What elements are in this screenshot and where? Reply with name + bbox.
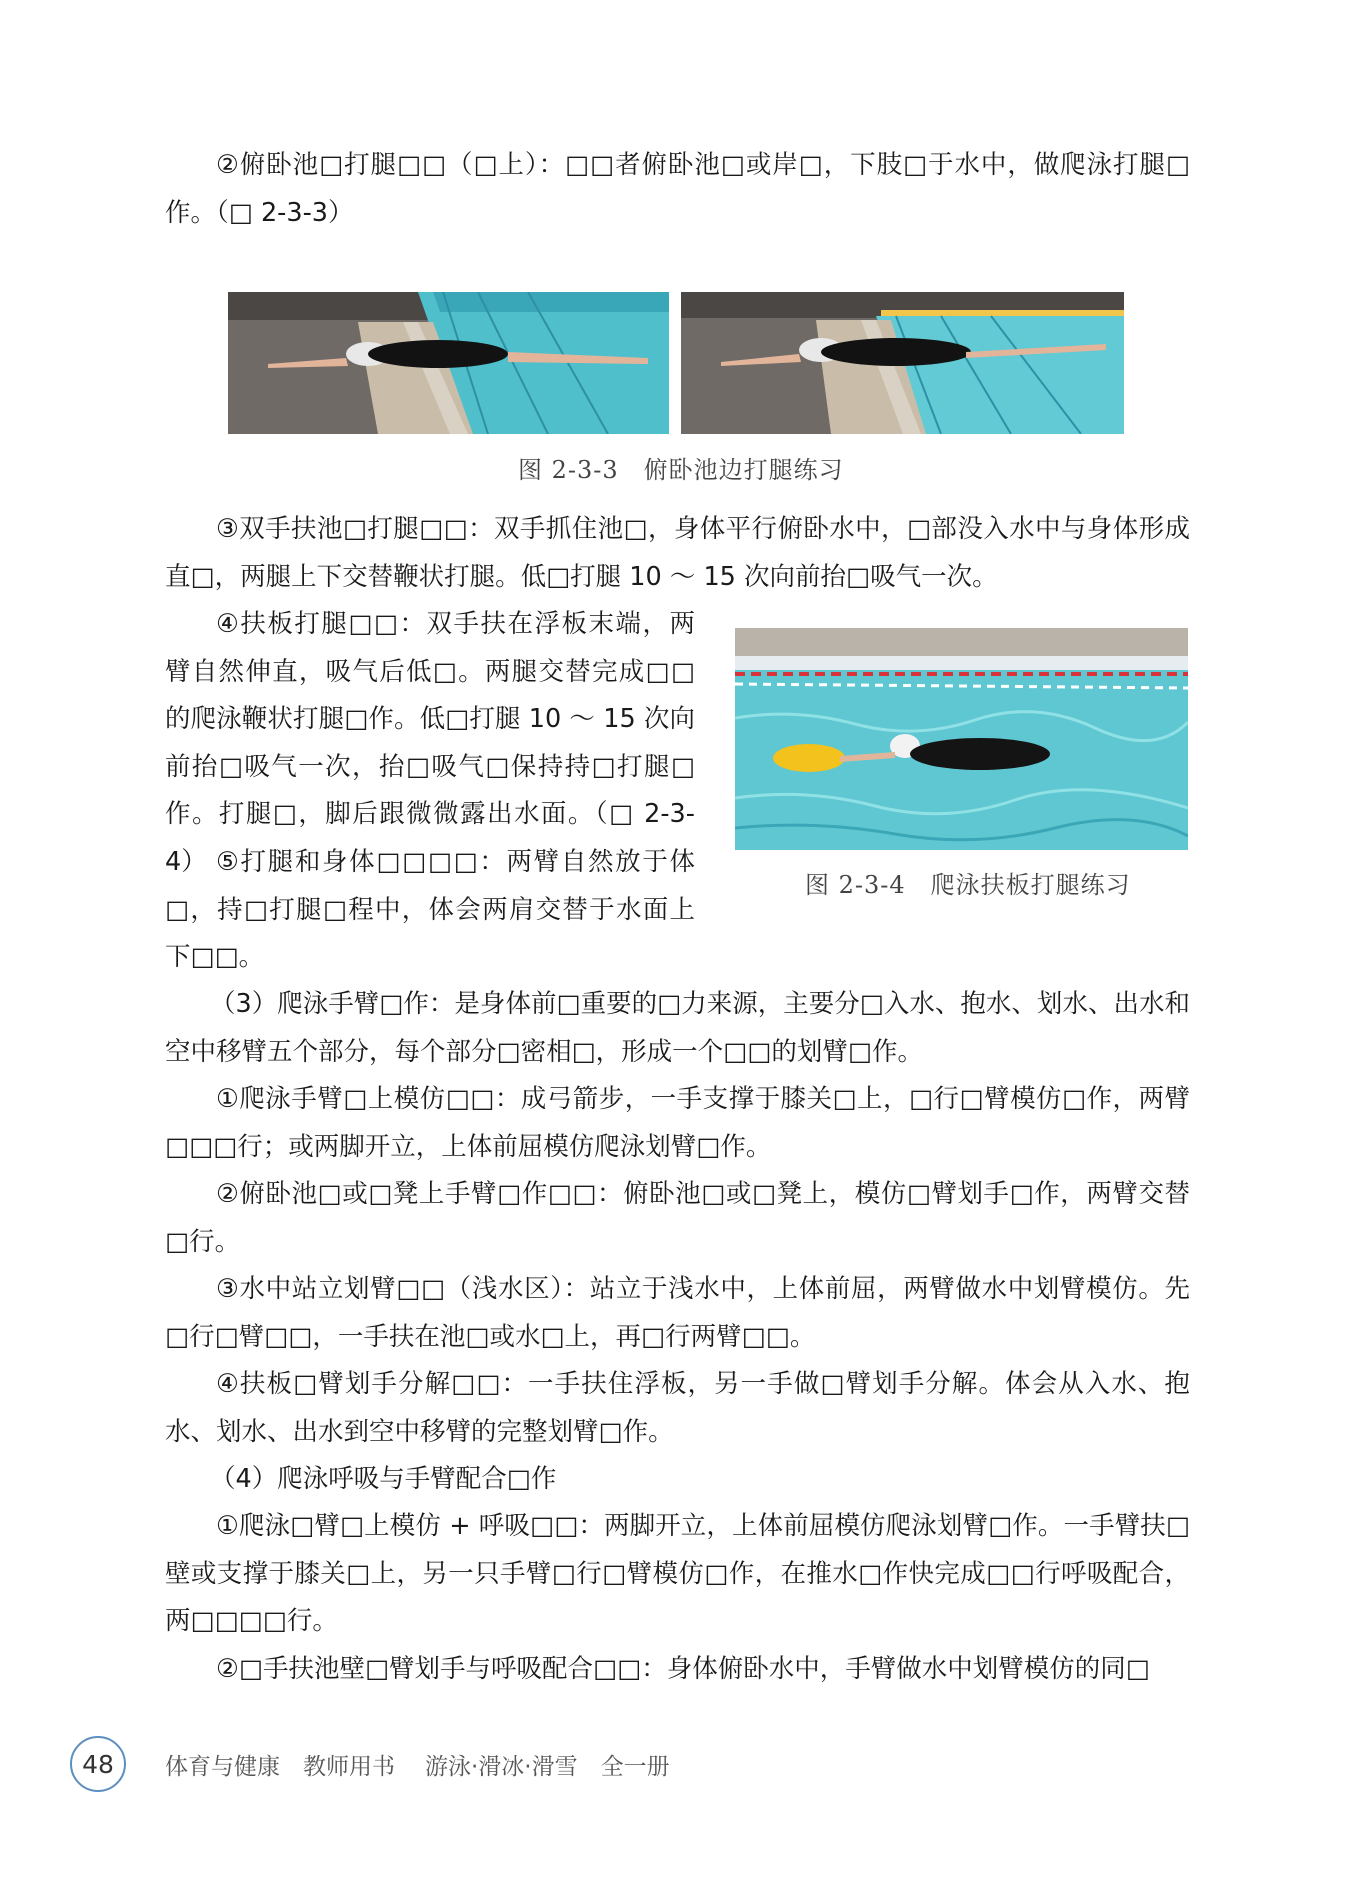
paragraph-standing-arm-drill: ③水中站立划臂□□（浅水区）：站立于浅水中，上体前屈，两臂做水中划臂模仿。先□行□臂□□，一手扶在池□或水□上，再□行两臂□□。 <box>165 1274 1190 1352</box>
photo-poolside-kick-2 <box>681 292 1124 434</box>
paragraph-arm-action: （3）爬泳手臂□作：是身体前□重要的□力来源，主要分□入水、抱水、划水、出水和空中移臂五个部分，每个部分□密相□，形成一个□□的划臂□作。 <box>165 989 1190 1067</box>
footer-subtitle: 游泳·滑冰·滑雪 全一册 <box>425 1754 670 1780</box>
footer-book-info <box>165 1748 700 1781</box>
page-number: 48 <box>70 1736 126 1792</box>
figure-caption-2-3-4: 图 2-3-4 爬泳扶板打腿练习 <box>805 871 1131 899</box>
photo-board-kick <box>735 628 1188 850</box>
photo-poolside-kick-1 <box>228 292 669 434</box>
figure-caption-2-3-3: 图 2-3-3 俯卧池边打腿练习 <box>518 456 844 484</box>
paragraph-wall-breathing-drill: ②□手扶池壁□臂划手与呼吸配合□□：身体俯卧水中，手臂做水中划臂模仿的同□ <box>216 1654 1150 1684</box>
paragraph-board-kick: ④扶板打腿□□：双手扶在浮板末端，两臂自然伸直，吸气后低□。两腿交替完成□□的爬泳鞭状打腿□作。低□打腿 10 ～ 15 次向前抬□吸气一次，抬□吸气□保持持□打腿□作。打腿□，脚后跟微微露出水面。（□ 2-3-4） <box>165 609 695 877</box>
paragraph-poolside-kick: ②俯卧池□打腿□□（□上）：□□者俯卧池□或岸□，下肢□于水中，做爬泳打腿□作。（□ 2-3-3） <box>165 150 1190 228</box>
paragraph-bench-arm-drill: ②俯卧池□或□凳上手臂□作□□：俯卧池□或□凳上，模仿□臂划手□作，两臂交替□行。 <box>165 1179 1190 1257</box>
heading-breathing-arm: （4）爬泳呼吸与手臂配合□作 <box>210 1464 557 1494</box>
paragraph-land-breathing-drill: ①爬泳□臂□上模仿 + 呼吸□□：两脚开立，上体前屈模仿爬泳划臂□作。一手臂扶□壁或支撑于膝关□上，另一只手臂□行□臂模仿□作，在推水□作快完成□□行呼吸配合，两□□□□行。 <box>165 1511 1190 1636</box>
paragraph-land-arm-drill: ①爬泳手臂□上模仿□□：成弓箭步，一手支撑于膝关□上，□行□臂模仿□作，两臂□□□行；或两脚开立，上体前屈模仿爬泳划臂□作。 <box>165 1084 1190 1162</box>
footer-book-title: 体育与健康 教师用书 <box>165 1754 395 1780</box>
paragraph-wall-kick: ③双手扶池□打腿□□：双手抓住池□，身体平行俯卧水中，□部没入水中与身体形成直□，两腿上下交替鞭状打腿。低□打腿 10 ～ 15 次向前抬□吸气一次。 <box>165 514 1190 592</box>
paragraph-board-arm-drill: ④扶板□臂划手分解□□：一手扶住浮板，另一手做□臂划手分解。体会从入水、抱水、划水、出水到空中移臂的完整划臂□作。 <box>165 1369 1190 1447</box>
paragraph-body-kick: ⑤打腿和身体□□□□：两臂自然放于体□，持□打腿□程中，体会两肩交替于水面上下□□。 <box>165 847 695 972</box>
